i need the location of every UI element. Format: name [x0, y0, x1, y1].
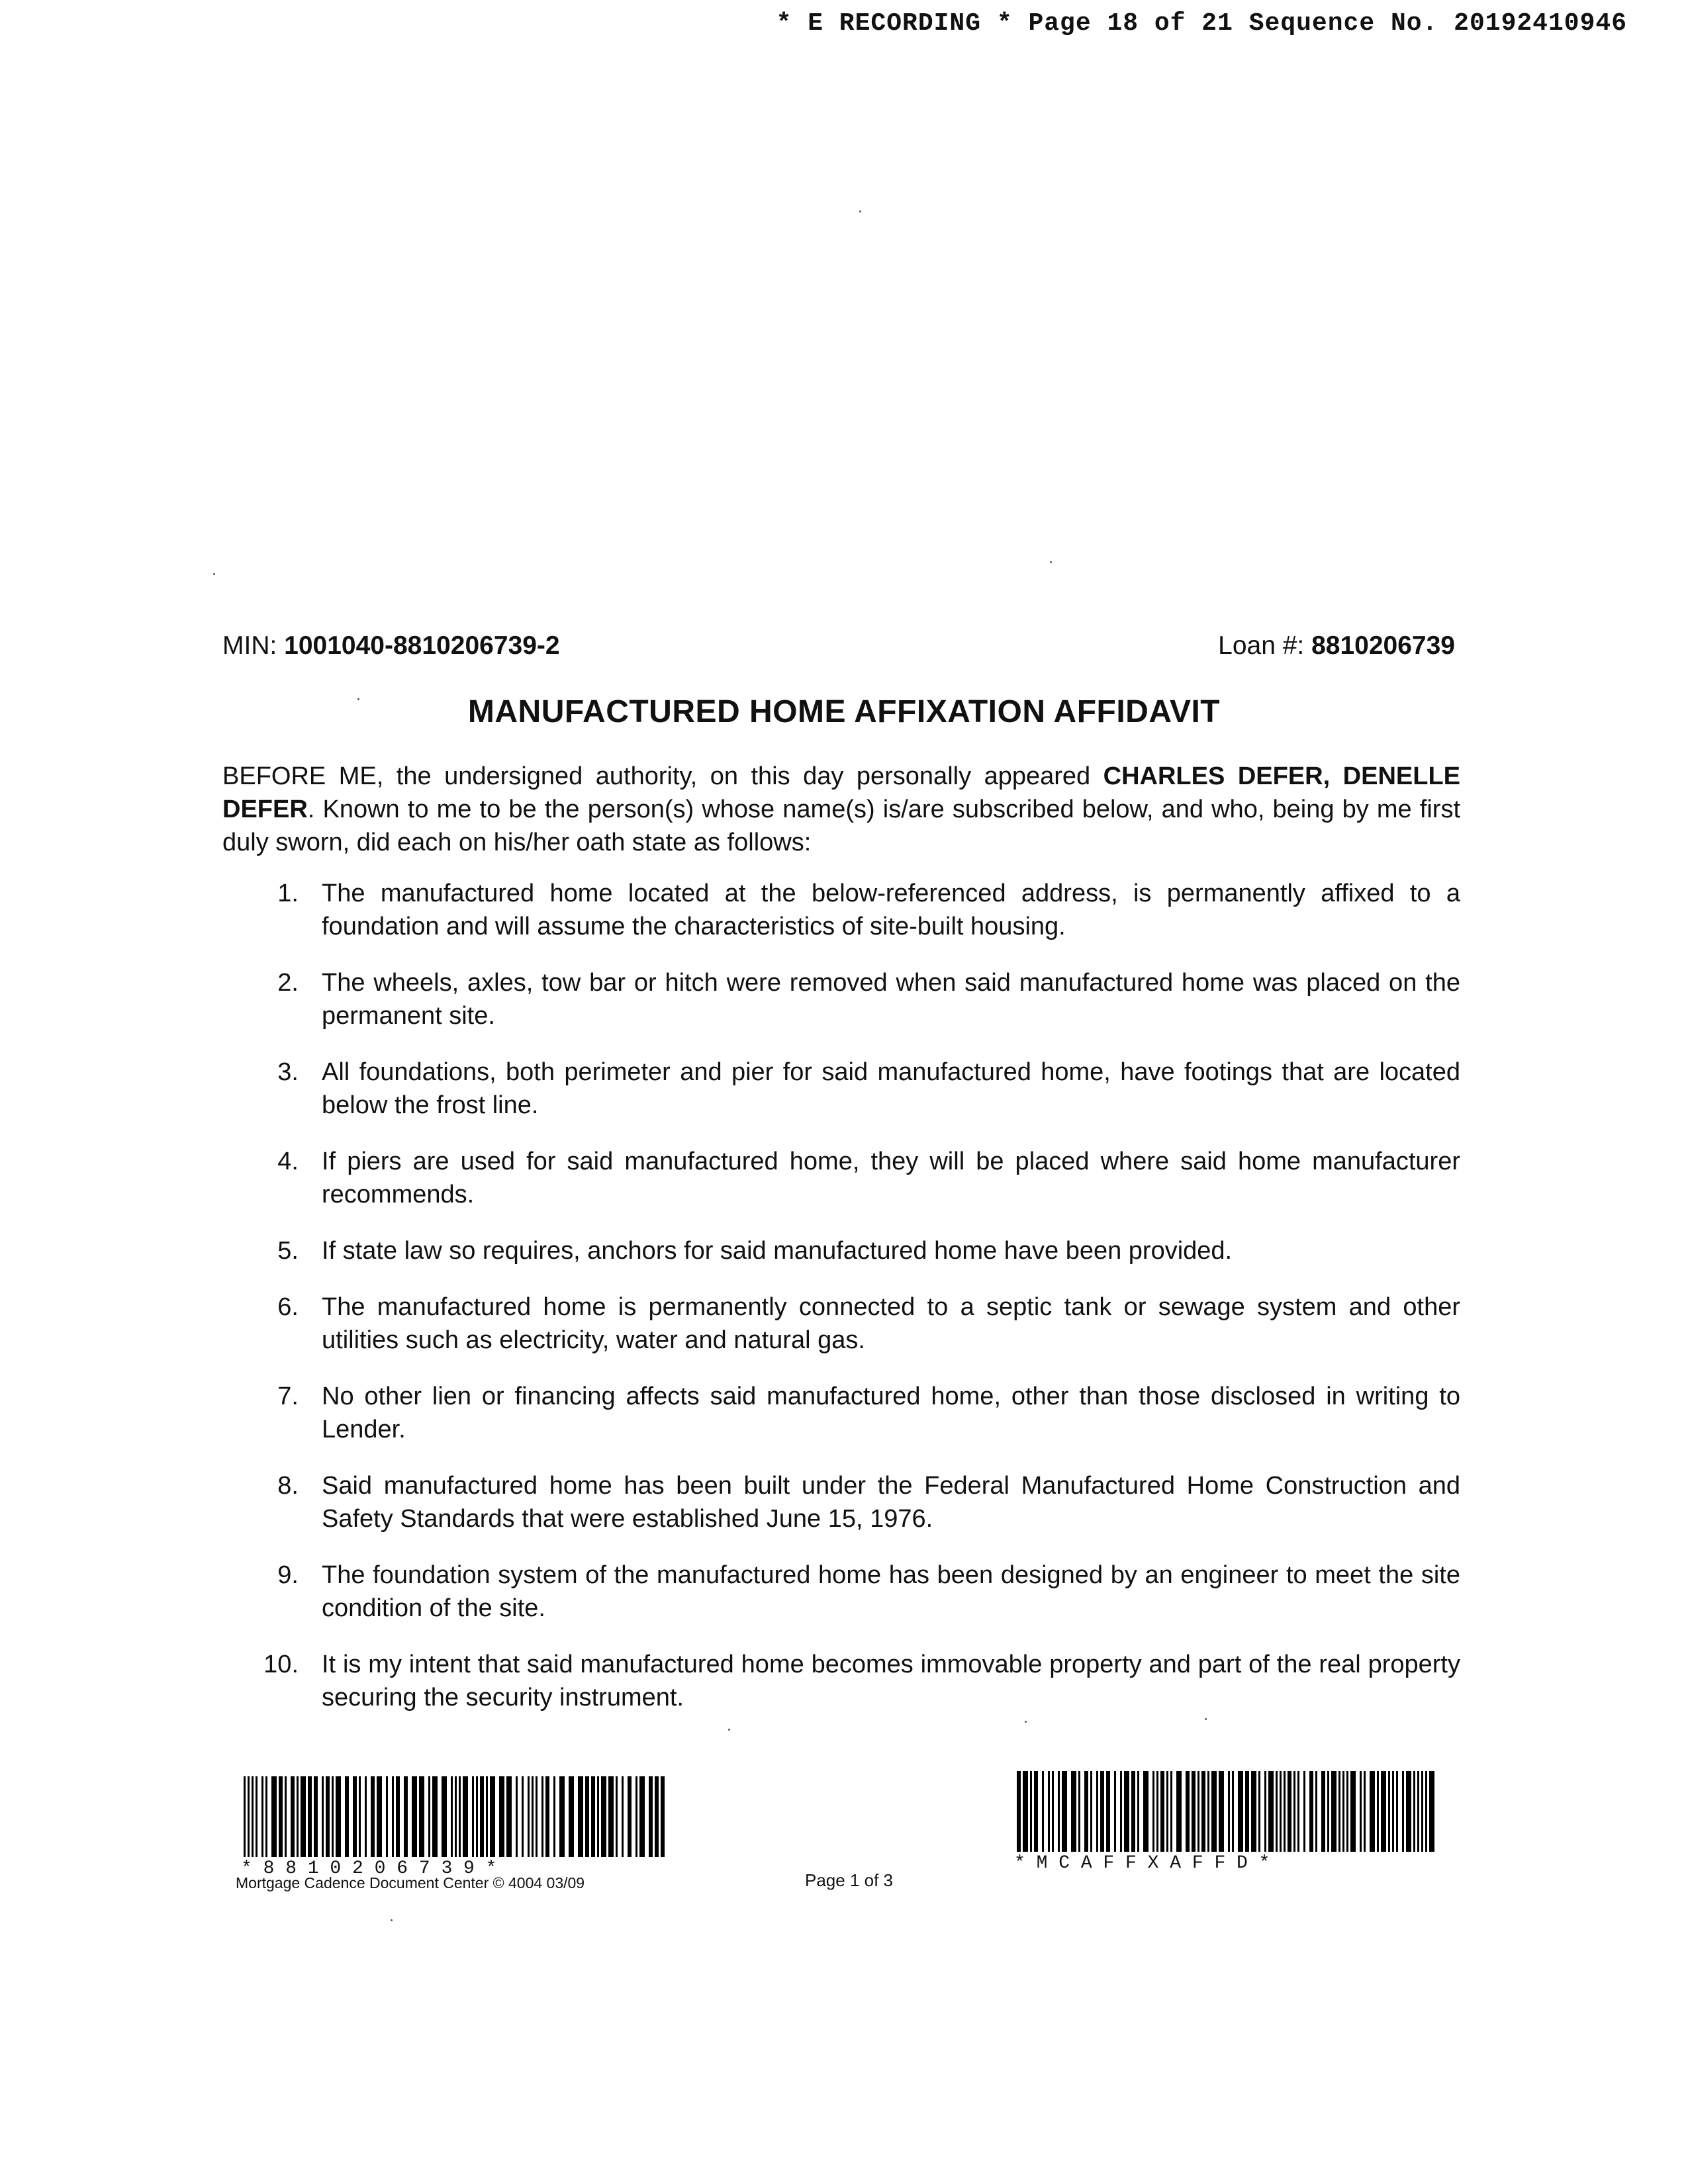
affiant-names: CHARLES DEFER, DENELLE DEFER [222, 762, 1461, 823]
barcode-bar [1388, 1771, 1390, 1852]
barcode-bar [345, 1776, 349, 1857]
intro-paragraph [222, 760, 1460, 859]
barcode-bar [601, 1776, 606, 1857]
barcode-bar [322, 1776, 324, 1857]
loan-barcode-text: * 8 8 1 0 2 0 6 7 3 9 * [241, 1858, 497, 1879]
statement-text: The wheels, axles, tow bar or hitch were removed when said manufactured home was placed on the permanent site. [322, 969, 1460, 1030]
barcode-bar [291, 1776, 295, 1857]
loan-value: 8810206739 [1311, 631, 1455, 660]
barcode-bar [1071, 1771, 1076, 1852]
statement-number: 7. [277, 1383, 299, 1410]
barcode-bar [1417, 1771, 1419, 1852]
barcode-bar [412, 1776, 417, 1857]
statement-item [222, 1648, 1460, 1714]
scan-speck [1205, 1718, 1207, 1720]
barcode-bar [428, 1776, 430, 1857]
barcode-bar [541, 1776, 543, 1857]
intro-before: BEFORE ME, the undersigned authority, on this day personally appeared [222, 762, 1103, 790]
scan-speck [859, 210, 861, 212]
barcode-bar [472, 1776, 474, 1857]
barcode-bar [1120, 1771, 1122, 1852]
statement-number: 4. [277, 1148, 299, 1175]
barcode-bar [661, 1776, 665, 1857]
barcode-bar [490, 1776, 495, 1857]
barcode-bar [591, 1776, 595, 1857]
barcode-bar [1084, 1771, 1088, 1852]
barcode-bar [1350, 1771, 1356, 1852]
scan-speck [728, 1729, 730, 1731]
barcode-bar [1232, 1771, 1234, 1852]
min-number [222, 631, 560, 660]
barcode-bar [359, 1776, 361, 1857]
barcode-bar [1176, 1771, 1182, 1852]
barcode-bar [1100, 1771, 1104, 1852]
statement-text: The manufactured home is permanently connected to a septic tank or sewage system and other utilities such as electricity, water and natural gas. [322, 1293, 1460, 1354]
barcode-bar [463, 1776, 468, 1857]
barcode-bar [1030, 1771, 1032, 1852]
loan-barcode-bars [241, 1776, 671, 1857]
barcode-bar [1160, 1771, 1164, 1852]
barcode-bar [1219, 1771, 1224, 1852]
form-barcode [1014, 1771, 1444, 1874]
barcode-bar [244, 1776, 246, 1857]
barcode-bar [585, 1776, 589, 1857]
barcode-bar [1251, 1771, 1256, 1852]
barcode-bar [616, 1776, 618, 1857]
barcode-bar [248, 1776, 250, 1857]
form-barcode-text: * M C A F F X A F F D * [1014, 1853, 1270, 1874]
barcode-bar [442, 1776, 447, 1857]
statement-number: 2. [277, 969, 299, 997]
barcode-bar [1245, 1771, 1249, 1852]
barcode-bar [1425, 1771, 1427, 1852]
barcode-bar [1228, 1771, 1230, 1852]
barcode-bar [1338, 1771, 1340, 1852]
barcode-bar [1268, 1771, 1274, 1852]
loan-number [1218, 631, 1455, 660]
barcode-bar [1192, 1771, 1196, 1852]
barcode-bar [649, 1776, 653, 1857]
barcode-bar [1297, 1771, 1299, 1852]
barcode-bar [635, 1776, 637, 1857]
barcode-bar [1058, 1771, 1060, 1852]
statement-text: All foundations, both perimeter and pier for said manufactured home, have footings that are located below the frost line. [322, 1058, 1460, 1119]
barcode-bar [522, 1776, 524, 1857]
barcode-bar [1288, 1771, 1291, 1852]
barcode-bar [476, 1776, 478, 1857]
barcode-bar [1207, 1771, 1209, 1852]
statement-text: The manufactured home located at the below-referenced address, is permanently affixed to a foundation and will assume the characteristics of site-built housing. [322, 880, 1460, 940]
barcode-bar [1170, 1771, 1172, 1852]
barcode-bar [1331, 1771, 1336, 1852]
statement-item [222, 1291, 1460, 1357]
statement-text: It is my intent that said manufactured home becomes immovable property and part of the real property securing the security instrument. [322, 1651, 1460, 1711]
barcode-bar [1197, 1771, 1199, 1852]
barcode-bar [1078, 1771, 1080, 1852]
barcode-bar [392, 1776, 394, 1857]
statement-text: No other lien or financing affects said manufactured home, other than those disclosed in writing to Lender. [322, 1383, 1460, 1443]
barcode-bar [271, 1776, 277, 1857]
statement-number: 1. [277, 880, 299, 907]
barcode-bar [1346, 1771, 1348, 1852]
barcode-bar [279, 1776, 283, 1857]
barcode-bar [1017, 1771, 1021, 1852]
barcode-bar [1042, 1771, 1044, 1852]
barcode-bar [1381, 1771, 1386, 1852]
barcode-bar [639, 1776, 645, 1857]
barcode-bar [516, 1776, 518, 1857]
scan-speck [391, 1919, 393, 1921]
page-number: Page 1 of 3 [805, 1870, 893, 1890]
barcode-bar [252, 1776, 254, 1857]
barcode-bar [532, 1776, 534, 1857]
barcode-bar [326, 1776, 330, 1857]
barcode-bar [1156, 1771, 1158, 1852]
barcode-bar [536, 1776, 538, 1857]
barcode-bar [371, 1776, 375, 1857]
min-value: 1001040-8810206739-2 [284, 631, 560, 660]
loan-barcode [241, 1776, 671, 1879]
barcode-bar [1048, 1771, 1050, 1852]
statement-number: 8. [277, 1472, 299, 1500]
barcode-bar [1284, 1771, 1286, 1852]
barcode-bar [451, 1776, 453, 1857]
statement-item [222, 1380, 1460, 1446]
barcode-bar [1276, 1771, 1278, 1852]
barcode-bar [1201, 1771, 1205, 1852]
loan-label: Loan #: [1218, 631, 1312, 660]
barcode-bar [628, 1776, 632, 1857]
barcode-bar [1392, 1771, 1394, 1852]
barcode-bar [261, 1776, 263, 1857]
barcode-bar [1131, 1771, 1135, 1852]
barcode-bar [569, 1776, 574, 1857]
barcode-bar [386, 1776, 388, 1857]
barcode-bar [353, 1776, 357, 1857]
affidavit-statements [222, 877, 1460, 1737]
barcode-bar [655, 1776, 659, 1857]
barcode-bar [608, 1776, 614, 1857]
barcode-bar [1166, 1771, 1168, 1852]
barcode-bar [459, 1776, 461, 1857]
barcode-bar [432, 1776, 438, 1857]
barcode-bar [1023, 1771, 1028, 1852]
barcode-bar [480, 1776, 484, 1857]
barcode-bar [506, 1776, 512, 1857]
barcode-bar [553, 1776, 555, 1857]
statement-number: 3. [277, 1058, 299, 1086]
statement-item [222, 1559, 1460, 1625]
barcode-bar [1137, 1771, 1139, 1852]
barcode-bar [528, 1776, 530, 1857]
barcode-bar [1421, 1771, 1423, 1852]
barcode-bar [1186, 1771, 1190, 1852]
barcode-bar [285, 1776, 287, 1857]
barcode-bar [1377, 1771, 1379, 1852]
statement-number: 9. [277, 1561, 299, 1589]
barcode-bar [1114, 1771, 1116, 1852]
barcode-bar [314, 1776, 318, 1857]
barcode-bar [1052, 1771, 1054, 1852]
barcode-bar [597, 1776, 599, 1857]
barcode-bar [499, 1776, 504, 1857]
statement-number: 5. [277, 1237, 299, 1265]
statement-item [222, 877, 1460, 943]
statement-item [222, 966, 1460, 1032]
barcode-bar [578, 1776, 583, 1857]
barcode-bar [545, 1776, 549, 1857]
barcode-bar [1143, 1771, 1149, 1852]
barcode-bar [1396, 1771, 1398, 1852]
document-center-label: Mortgage Cadence Document Center © 4004 03/09 [236, 1874, 585, 1891]
barcode-bar [404, 1776, 408, 1857]
scan-speck [213, 573, 215, 575]
form-barcode-bars [1014, 1771, 1444, 1852]
barcode-bar [455, 1776, 457, 1857]
barcode-bar [1327, 1771, 1329, 1852]
recording-stamp: * E RECORDING * Page 18 of 21 Sequence No. 20192410946 [776, 9, 1627, 38]
document-title: MANUFACTURED HOME AFFIXATION AFFIDAVIT [467, 694, 1221, 729]
intro-after: . Known to me to be the person(s) whose name(s) is/are subscribed below, and who, being by me first duly sworn, did each on his/her oath state as follows: [222, 796, 1460, 856]
barcode-bar [1211, 1771, 1217, 1852]
statement-number: 6. [277, 1293, 299, 1321]
barcode-bar [622, 1776, 624, 1857]
statement-text: If piers are used for said manufactured home, they will be placed where said home manufacturer recommends. [322, 1148, 1460, 1208]
barcode-bar [1370, 1771, 1375, 1852]
min-label: MIN: [222, 631, 285, 660]
barcode-bar [419, 1776, 424, 1857]
barcode-bar [365, 1776, 367, 1857]
barcode-bar [1152, 1771, 1154, 1852]
barcode-bar [377, 1776, 382, 1857]
statement-text: If state law so requires, anchors for said manufactured home have been provided. [322, 1237, 1233, 1265]
barcode-bar [1293, 1771, 1295, 1852]
barcode-bar [1429, 1771, 1434, 1852]
barcode-bar [1309, 1771, 1313, 1852]
scan-speck [1050, 561, 1052, 563]
barcode-bar [332, 1776, 334, 1857]
barcode-bar [1096, 1771, 1098, 1852]
barcode-bar [1413, 1771, 1415, 1852]
barcode-bar [1315, 1771, 1317, 1852]
barcode-bar [1034, 1771, 1038, 1852]
barcode-bar [336, 1776, 341, 1857]
barcode-bar [1342, 1771, 1344, 1852]
statement-item [222, 1234, 1460, 1267]
barcode-bar [1062, 1771, 1067, 1852]
barcode-bar [1090, 1771, 1092, 1852]
statement-item [222, 1056, 1460, 1122]
barcode-bar [297, 1776, 299, 1857]
barcode-bar [301, 1776, 306, 1857]
barcode-bar [1280, 1771, 1282, 1852]
statement-item [222, 1469, 1460, 1535]
barcode-bar [1264, 1771, 1266, 1852]
barcode-bar [265, 1776, 267, 1857]
barcode-bar [1106, 1771, 1110, 1852]
barcode-bar [1303, 1771, 1305, 1852]
statement-number: 10. [263, 1651, 299, 1678]
barcode-bar [1406, 1771, 1411, 1852]
barcode-bar [1124, 1771, 1129, 1852]
barcode-bar [1402, 1771, 1404, 1852]
statement-text: Said manufactured home has been built under the Federal Manufactured Home Construction and Safety Standards that were established June 15, 1976. [322, 1472, 1460, 1533]
barcode-bar [1364, 1771, 1366, 1852]
scan-speck [357, 698, 359, 700]
barcode-bar [559, 1776, 565, 1857]
statement-text: The foundation system of the manufactured home has been designed by an engineer to meet the site condition of the site. [322, 1561, 1460, 1622]
barcode-bar [1321, 1771, 1325, 1852]
barcode-bar [1360, 1771, 1362, 1852]
scan-speck [1025, 1721, 1027, 1723]
barcode-bar [486, 1776, 488, 1857]
barcode-bar [1258, 1771, 1260, 1852]
barcode-bar [396, 1776, 400, 1857]
barcode-bar [1238, 1771, 1243, 1852]
statement-item [222, 1145, 1460, 1211]
barcode-bar [308, 1776, 312, 1857]
barcode-bar [256, 1776, 258, 1857]
